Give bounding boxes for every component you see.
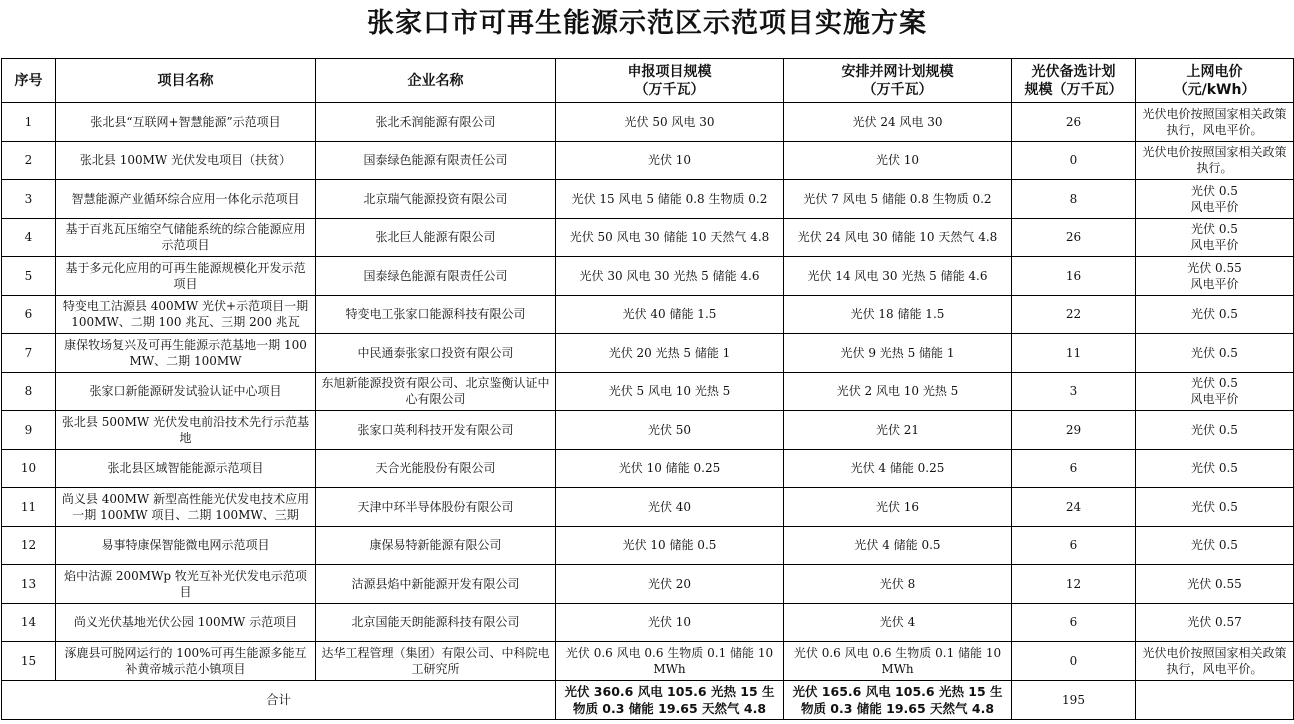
row-grid-price: 光伏 0.5	[1136, 411, 1294, 450]
row-index: 14	[2, 603, 56, 642]
row-planned-scale: 光伏 14 风电 30 光热 5 储能 4.6	[784, 257, 1012, 296]
row-index: 10	[2, 449, 56, 488]
row-index: 5	[2, 257, 56, 296]
table-row	[2, 372, 1294, 411]
table-row	[2, 526, 1294, 565]
row-company-name: 东旭新能源投资有限公司、北京鉴衡认证中心有限公司	[316, 372, 556, 411]
row-company-name: 天津中环半导体股份有限公司	[316, 488, 556, 527]
row-index: 9	[2, 411, 56, 450]
row-declared-scale: 光伏 20 光热 5 储能 1	[556, 334, 784, 373]
row-planned-scale: 光伏 16	[784, 488, 1012, 527]
row-declared-scale: 光伏 10	[556, 141, 784, 180]
row-grid-price: 光伏 0.5	[1136, 334, 1294, 373]
row-project-name: 基于多元化应用的可再生能源规模化开发示范项目	[56, 257, 316, 296]
col-header-company-name: 企业名称	[316, 59, 556, 103]
row-project-name: 焰中沽源 200MWp 牧光互补光伏发电示范项目	[56, 565, 316, 604]
total-planned: 光伏 165.6 风电 105.6 光热 15 生物质 0.3 储能 19.65 天然气 4.8	[784, 680, 1012, 719]
row-company-name: 国泰绿色能源有限责任公司	[316, 257, 556, 296]
row-declared-scale: 光伏 15 风电 5 储能 0.8 生物质 0.2	[556, 180, 784, 219]
row-index: 13	[2, 565, 56, 604]
row-grid-price: 光伏 0.5	[1136, 449, 1294, 488]
row-pv-backup: 11	[1012, 334, 1136, 373]
row-project-name: 智慧能源产业循环综合应用一体化示范项目	[56, 180, 316, 219]
row-grid-price: 光伏 0.5	[1136, 295, 1294, 334]
row-pv-backup: 29	[1012, 411, 1136, 450]
row-grid-price: 光伏 0.55 风电平价	[1136, 257, 1294, 296]
table-row	[2, 295, 1294, 334]
row-project-name: 张北县 100MW 光伏发电项目（扶贫）	[56, 141, 316, 180]
row-company-name: 特变电工张家口能源科技有限公司	[316, 295, 556, 334]
row-grid-price: 光伏 0.57	[1136, 603, 1294, 642]
row-company-name: 天合光能股份有限公司	[316, 449, 556, 488]
row-project-name: 张北县 500MW 光伏发电前沿技术先行示范基地	[56, 411, 316, 450]
row-grid-price: 光伏 0.55	[1136, 565, 1294, 604]
row-company-name: 达华工程管理（集团）有限公司、中科院电工研究所	[316, 642, 556, 681]
row-index: 4	[2, 218, 56, 257]
row-grid-price: 光伏 0.5 风电平价	[1136, 218, 1294, 257]
row-project-name: 涿鹿县可脱网运行的 100%可再生能源多能互补黄帝城示范小镇项目	[56, 642, 316, 681]
row-declared-scale: 光伏 50 风电 30	[556, 103, 784, 142]
row-company-name: 康保易特新能源有限公司	[316, 526, 556, 565]
row-declared-scale: 光伏 0.6 风电 0.6 生物质 0.1 储能 10MWh	[556, 642, 784, 681]
col-header-grid-price: 上网电价 （元/kWh）	[1136, 59, 1294, 103]
row-grid-price: 光伏 0.5	[1136, 488, 1294, 527]
row-declared-scale: 光伏 10	[556, 603, 784, 642]
row-project-name: 张家口新能源研发试验认证中心项目	[56, 372, 316, 411]
row-grid-price: 光伏电价按照国家相关政策执行，风电平价。	[1136, 642, 1294, 681]
row-index: 15	[2, 642, 56, 681]
total-label: 合计	[2, 680, 556, 719]
row-grid-price: 光伏电价按照国家相关政策执行，风电平价。	[1136, 103, 1294, 142]
row-planned-scale: 光伏 4 储能 0.5	[784, 526, 1012, 565]
row-declared-scale: 光伏 40 储能 1.5	[556, 295, 784, 334]
row-project-name: 易事特康保智能微电网示范项目	[56, 526, 316, 565]
row-planned-scale: 光伏 4 储能 0.25	[784, 449, 1012, 488]
row-project-name: 张北县区域智能能源示范项目	[56, 449, 316, 488]
header-row	[2, 59, 1294, 103]
row-grid-price: 光伏电价按照国家相关政策执行。	[1136, 141, 1294, 180]
row-index: 3	[2, 180, 56, 219]
row-planned-scale: 光伏 24 风电 30	[784, 103, 1012, 142]
row-project-name: 尚义光伏基地光伏公园 100MW 示范项目	[56, 603, 316, 642]
row-company-name: 张家口英利科技开发有限公司	[316, 411, 556, 450]
row-index: 1	[2, 103, 56, 142]
table-row	[2, 257, 1294, 296]
row-pv-backup: 22	[1012, 295, 1136, 334]
row-index: 8	[2, 372, 56, 411]
row-planned-scale: 光伏 0.6 风电 0.6 生物质 0.1 储能 10MWh	[784, 642, 1012, 681]
row-grid-price: 光伏 0.5	[1136, 526, 1294, 565]
row-pv-backup: 6	[1012, 526, 1136, 565]
row-declared-scale: 光伏 30 风电 30 光热 5 储能 4.6	[556, 257, 784, 296]
row-declared-scale: 光伏 40	[556, 488, 784, 527]
col-header-pv-backup: 光伏备选计划 规模（万千瓦）	[1012, 59, 1136, 103]
table-row	[2, 449, 1294, 488]
row-index: 7	[2, 334, 56, 373]
row-planned-scale: 光伏 18 储能 1.5	[784, 295, 1012, 334]
table-row	[2, 141, 1294, 180]
row-project-name: 张北县“互联网+智慧能源”示范项目	[56, 103, 316, 142]
table-row	[2, 180, 1294, 219]
row-project-name: 康保牧场复兴及可再生能源示范基地一期 100MW、二期 100MW	[56, 334, 316, 373]
row-planned-scale: 光伏 9 光热 5 储能 1	[784, 334, 1012, 373]
table-row	[2, 565, 1294, 604]
row-company-name: 沽源县焰中新能源开发有限公司	[316, 565, 556, 604]
row-grid-price: 光伏 0.5 风电平价	[1136, 180, 1294, 219]
project-table	[1, 58, 1294, 720]
table-body	[2, 103, 1294, 681]
row-declared-scale: 光伏 50 风电 30 储能 10 天然气 4.8	[556, 218, 784, 257]
col-header-project-name: 项目名称	[56, 59, 316, 103]
row-planned-scale: 光伏 8	[784, 565, 1012, 604]
row-index: 6	[2, 295, 56, 334]
row-company-name: 国泰绿色能源有限责任公司	[316, 141, 556, 180]
row-pv-backup: 26	[1012, 218, 1136, 257]
row-index: 12	[2, 526, 56, 565]
row-planned-scale: 光伏 7 风电 5 储能 0.8 生物质 0.2	[784, 180, 1012, 219]
row-pv-backup: 6	[1012, 449, 1136, 488]
col-header-declared-scale: 申报项目规模 （万千瓦）	[556, 59, 784, 103]
row-pv-backup: 16	[1012, 257, 1136, 296]
row-declared-scale: 光伏 50	[556, 411, 784, 450]
row-index: 11	[2, 488, 56, 527]
table-row	[2, 642, 1294, 681]
table-row	[2, 103, 1294, 142]
total-declared: 光伏 360.6 风电 105.6 光热 15 生物质 0.3 储能 19.65 天然气 4.8	[556, 680, 784, 719]
total-price	[1136, 680, 1294, 719]
row-planned-scale: 光伏 24 风电 30 储能 10 天然气 4.8	[784, 218, 1012, 257]
row-pv-backup: 24	[1012, 488, 1136, 527]
row-planned-scale: 光伏 10	[784, 141, 1012, 180]
row-company-name: 北京国能天朗能源科技有限公司	[316, 603, 556, 642]
row-company-name: 张北禾润能源有限公司	[316, 103, 556, 142]
table-row	[2, 603, 1294, 642]
row-grid-price: 光伏 0.5 风电平价	[1136, 372, 1294, 411]
row-pv-backup: 3	[1012, 372, 1136, 411]
row-project-name: 尚义县 400MW 新型高性能光伏发电技术应用一期 100MW 项目、二期 100MW、三期	[56, 488, 316, 527]
row-project-name: 基于百兆瓦压缩空气储能系统的综合能源应用示范项目	[56, 218, 316, 257]
row-declared-scale: 光伏 10 储能 0.25	[556, 449, 784, 488]
row-index: 2	[2, 141, 56, 180]
row-company-name: 张北巨人能源有限公司	[316, 218, 556, 257]
row-declared-scale: 光伏 5 风电 10 光热 5	[556, 372, 784, 411]
table-row	[2, 411, 1294, 450]
row-pv-backup: 0	[1012, 141, 1136, 180]
row-company-name: 北京瑞气能源投资有限公司	[316, 180, 556, 219]
table-row	[2, 488, 1294, 527]
row-pv-backup: 6	[1012, 603, 1136, 642]
total-row	[2, 680, 1294, 719]
row-pv-backup: 26	[1012, 103, 1136, 142]
page-title: 张家口市可再生能源示范区示范项目实施方案	[367, 8, 927, 39]
row-company-name: 中民通泰张家口投资有限公司	[316, 334, 556, 373]
row-planned-scale: 光伏 2 风电 10 光热 5	[784, 372, 1012, 411]
total-backup: 195	[1012, 680, 1136, 719]
row-pv-backup: 0	[1012, 642, 1136, 681]
table-row	[2, 218, 1294, 257]
table-row	[2, 334, 1294, 373]
row-pv-backup: 8	[1012, 180, 1136, 219]
row-pv-backup: 12	[1012, 565, 1136, 604]
row-project-name: 特变电工沽源县 400MW 光伏+示范项目一期 100MW、二期 100 兆瓦、三期 200 兆瓦	[56, 295, 316, 334]
row-declared-scale: 光伏 20	[556, 565, 784, 604]
col-header-index: 序号	[2, 59, 56, 103]
row-planned-scale: 光伏 21	[784, 411, 1012, 450]
col-header-planned-scale: 安排并网计划规模 （万千瓦）	[784, 59, 1012, 103]
row-declared-scale: 光伏 10 储能 0.5	[556, 526, 784, 565]
row-planned-scale: 光伏 4	[784, 603, 1012, 642]
